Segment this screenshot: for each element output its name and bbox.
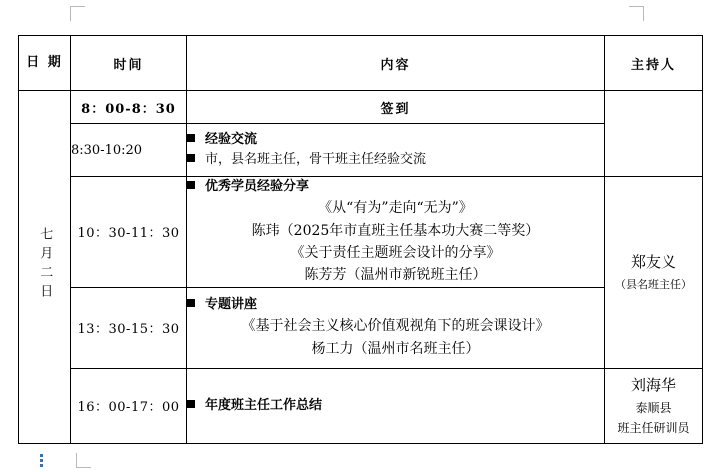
host-subtitle: （县名班主任） xyxy=(615,277,692,291)
page-corner-mark-top-left xyxy=(70,6,85,21)
table-row xyxy=(19,177,703,288)
host-subtitle-line1: 泰顺县 xyxy=(635,401,672,416)
host-cell-empty-1 xyxy=(605,91,703,177)
row-time-0: 8:30-10:20 xyxy=(71,124,187,177)
row-content-1 xyxy=(187,177,605,288)
host-cell-3 xyxy=(605,368,703,443)
square-bullet-icon xyxy=(187,134,195,142)
row-content-0 xyxy=(187,124,605,177)
row-content-2 xyxy=(187,287,605,368)
content-bullet-line xyxy=(187,150,604,170)
content-text: 专题讲座 xyxy=(205,297,258,313)
content-text: 年度班主任工作总结 xyxy=(205,397,323,413)
square-bullet-icon xyxy=(187,181,195,189)
content-text: 陈芳芳（温州市新锐班主任） xyxy=(304,267,487,284)
table-header-row xyxy=(19,36,703,91)
content-bullet-line xyxy=(187,396,604,416)
host-subtitle-line2: 班主任研训员 xyxy=(617,421,690,436)
resize-grip-icon[interactable] xyxy=(40,452,48,464)
signin-time: 8：00-8：30 xyxy=(71,91,187,124)
date-cell-label: 七月二日 xyxy=(37,226,53,303)
square-bullet-icon xyxy=(187,154,195,162)
header-host: 主持人 xyxy=(605,36,703,91)
header-content: 内容 xyxy=(187,36,605,91)
content-text: 《从“有为”走向“无为”》 xyxy=(318,200,473,217)
content-text: 优秀学员经验分享 xyxy=(205,179,310,194)
row-content-3 xyxy=(187,368,605,443)
content-text: 杨工力（温州市名班主任） xyxy=(311,340,480,357)
header-time: 时间 xyxy=(71,36,187,91)
row-time-3: 16：00-17：00 xyxy=(71,368,187,443)
date-cell xyxy=(19,91,71,444)
content-bullet-line xyxy=(187,177,604,197)
square-bullet-icon xyxy=(187,400,195,408)
table-row xyxy=(19,368,703,443)
header-date: 日 期 xyxy=(19,36,71,91)
page-corner-mark-top-right xyxy=(629,6,644,21)
content-bullet-line xyxy=(187,130,604,150)
content-text: 《关于责任主题班会设计的分享》 xyxy=(290,244,501,261)
table-row xyxy=(19,124,703,177)
content-text: 经验交流 xyxy=(205,131,258,147)
page-corner-mark-bottom-left xyxy=(76,453,91,468)
schedule-table xyxy=(18,35,703,444)
host-name: 郑友义 xyxy=(630,253,676,272)
row-time-2: 13：30-15：30 xyxy=(71,287,187,368)
row-time-1: 10：30-11：30 xyxy=(71,177,187,288)
content-text: 陈玮（2025年市直班主任基本功大赛二等奖） xyxy=(251,222,540,239)
content-text: 《基于社会主义核心价值观视角下的班会课设计》 xyxy=(241,318,550,335)
square-bullet-icon xyxy=(187,299,195,307)
content-bullet-line xyxy=(187,295,604,315)
host-cell-1 xyxy=(605,177,703,369)
content-text: 市，县名班主任，骨干班主任经验交流 xyxy=(205,152,427,167)
table-row-signin xyxy=(19,91,703,124)
host-name: 刘海华 xyxy=(630,375,676,394)
table-row xyxy=(19,287,703,368)
signin-title: 签到 xyxy=(187,91,605,124)
